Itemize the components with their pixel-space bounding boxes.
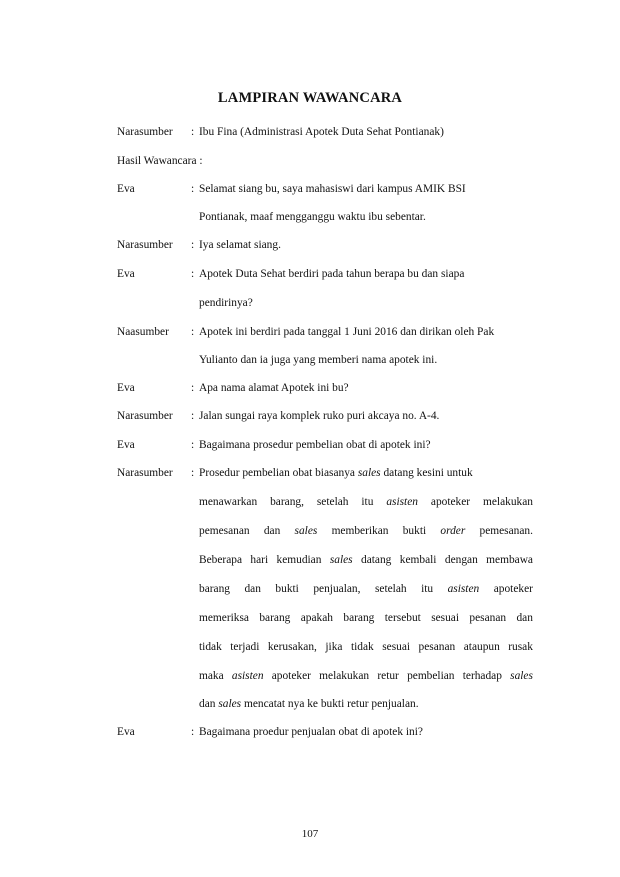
separator: : xyxy=(191,726,195,738)
word: tidak xyxy=(350,641,374,653)
speaker-label: Eva xyxy=(117,439,135,451)
word: dan xyxy=(244,583,261,595)
word: tidak xyxy=(199,641,222,653)
dialog-text: Jalan sungai raya komplek ruko puri akcaya no. A-4. xyxy=(199,410,440,422)
word: terhadap xyxy=(462,670,502,682)
word: melakukan xyxy=(319,670,370,682)
speaker-label: Eva xyxy=(117,183,135,195)
dialog-continuation: pendirinya? xyxy=(199,297,253,309)
word: sesuai xyxy=(431,612,460,624)
separator: : xyxy=(191,439,195,451)
text-segment: datang kesini untuk xyxy=(383,467,473,479)
italic-term: asisten xyxy=(447,583,480,595)
word: kemudian xyxy=(276,554,322,566)
word: bukti xyxy=(275,583,299,595)
word: memeriksa xyxy=(199,612,249,624)
word: apakah xyxy=(300,612,333,624)
justified-line xyxy=(199,611,533,625)
separator: : xyxy=(191,239,195,251)
word: membawa xyxy=(486,554,533,566)
word: kembali xyxy=(399,554,437,566)
word: dan xyxy=(516,612,533,624)
separator: : xyxy=(191,467,195,479)
text-segment: dan xyxy=(199,698,216,710)
word: menawarkan xyxy=(199,496,258,508)
dialog-text xyxy=(199,466,473,480)
speaker-label: Eva xyxy=(117,382,135,394)
speaker-label: Eva xyxy=(117,268,135,280)
dialog-continuation xyxy=(199,697,419,711)
word: melakukan xyxy=(483,496,533,508)
italic-term: sales xyxy=(357,467,381,479)
word: datang xyxy=(361,554,392,566)
speaker-label: Narasumber xyxy=(117,239,173,251)
dialog-continuation: Yulianto dan ia juga yang memberi nama apotek ini. xyxy=(199,354,438,366)
word: Beberapa xyxy=(199,554,243,566)
speaker-label: Narasumber xyxy=(117,467,173,479)
word: hari xyxy=(250,554,269,566)
word: barang xyxy=(199,583,230,595)
separator: : xyxy=(191,268,195,280)
word: itu xyxy=(361,496,374,508)
speaker-label: Naasumber xyxy=(117,326,169,338)
italic-term: sales xyxy=(510,670,533,682)
justified-line xyxy=(199,669,533,683)
dialog-text: Bagaimana proedur penjualan obat di apotek ini? xyxy=(199,726,423,738)
italic-term: order xyxy=(440,525,466,537)
word: barang xyxy=(343,612,375,624)
word: apoteker xyxy=(430,496,471,508)
dialog-text: Bagaimana prosedur pembelian obat di apotek ini? xyxy=(199,439,431,451)
word: dan xyxy=(263,525,281,537)
word: dengan xyxy=(444,554,478,566)
italic-term: sales xyxy=(329,554,353,566)
word: jika xyxy=(325,641,343,653)
dialog-text: Iya selamat siang. xyxy=(199,239,281,251)
word: itu xyxy=(421,583,434,595)
word: penjualan, xyxy=(313,583,361,595)
text-segment: mencatat nya ke bukti retur penjualan. xyxy=(243,698,419,710)
word: pembelian xyxy=(407,670,455,682)
speaker-label: Narasumber xyxy=(117,126,173,138)
italic-term: asisten xyxy=(386,496,418,508)
speaker-label: Eva xyxy=(117,726,135,738)
dialog-text: Apa nama alamat Apotek ini bu? xyxy=(199,382,349,394)
justified-line xyxy=(199,553,533,567)
word: retur xyxy=(377,670,399,682)
word: pesanan xyxy=(469,612,507,624)
word: pesanan xyxy=(418,641,456,653)
justified-line xyxy=(199,524,533,538)
speaker-label: Narasumber xyxy=(117,410,173,422)
header-text: Ibu Fina (Administrasi Apotek Duta Sehat Pontianak) xyxy=(199,126,444,138)
dialog-continuation: Pontianak, maaf mengganggu waktu ibu sebentar. xyxy=(199,211,426,223)
separator: : xyxy=(191,410,195,422)
word: sesuai xyxy=(382,641,411,653)
separator: : xyxy=(191,326,195,338)
italic-term: sales xyxy=(218,698,242,710)
separator: : xyxy=(191,183,195,195)
italic-term: sales xyxy=(294,525,318,537)
word: pemesanan xyxy=(199,525,250,537)
word: tersebut xyxy=(384,612,421,624)
word: setelah xyxy=(316,496,349,508)
word: memberikan xyxy=(331,525,389,537)
separator: : xyxy=(191,126,195,138)
text-segment: Prosedur pembelian obat biasanya xyxy=(199,467,355,479)
word: maka xyxy=(199,670,224,682)
word: kerusakan, xyxy=(267,641,317,653)
word: apoteker xyxy=(271,670,311,682)
page-number: 107 xyxy=(301,828,319,840)
word: rusak xyxy=(508,641,533,653)
word: apoteker xyxy=(493,583,533,595)
dialog-text: Apotek Duta Sehat berdiri pada tahun berapa bu dan siapa xyxy=(199,268,465,280)
hasil-label: Hasil Wawancara : xyxy=(117,155,203,167)
word: terjadi xyxy=(230,641,260,653)
justified-line xyxy=(199,495,533,509)
justified-line xyxy=(199,640,533,654)
separator: : xyxy=(191,382,195,394)
word: setelah xyxy=(374,583,407,595)
word: bukti xyxy=(402,525,427,537)
justified-line xyxy=(199,582,533,596)
page-title: LAMPIRAN WAWANCARA xyxy=(217,90,403,106)
dialog-text: Selamat siang bu, saya mahasiswi dari kampus AMIK BSI xyxy=(199,183,466,195)
word: barang, xyxy=(270,496,304,508)
word: barang xyxy=(259,612,291,624)
word: pemesanan. xyxy=(479,525,533,537)
word: ataupun xyxy=(463,641,500,653)
dialog-text: Apotek ini berdiri pada tanggal 1 Juni 2016 dan dirikan oleh Pak xyxy=(199,326,495,338)
italic-term: asisten xyxy=(231,670,264,682)
